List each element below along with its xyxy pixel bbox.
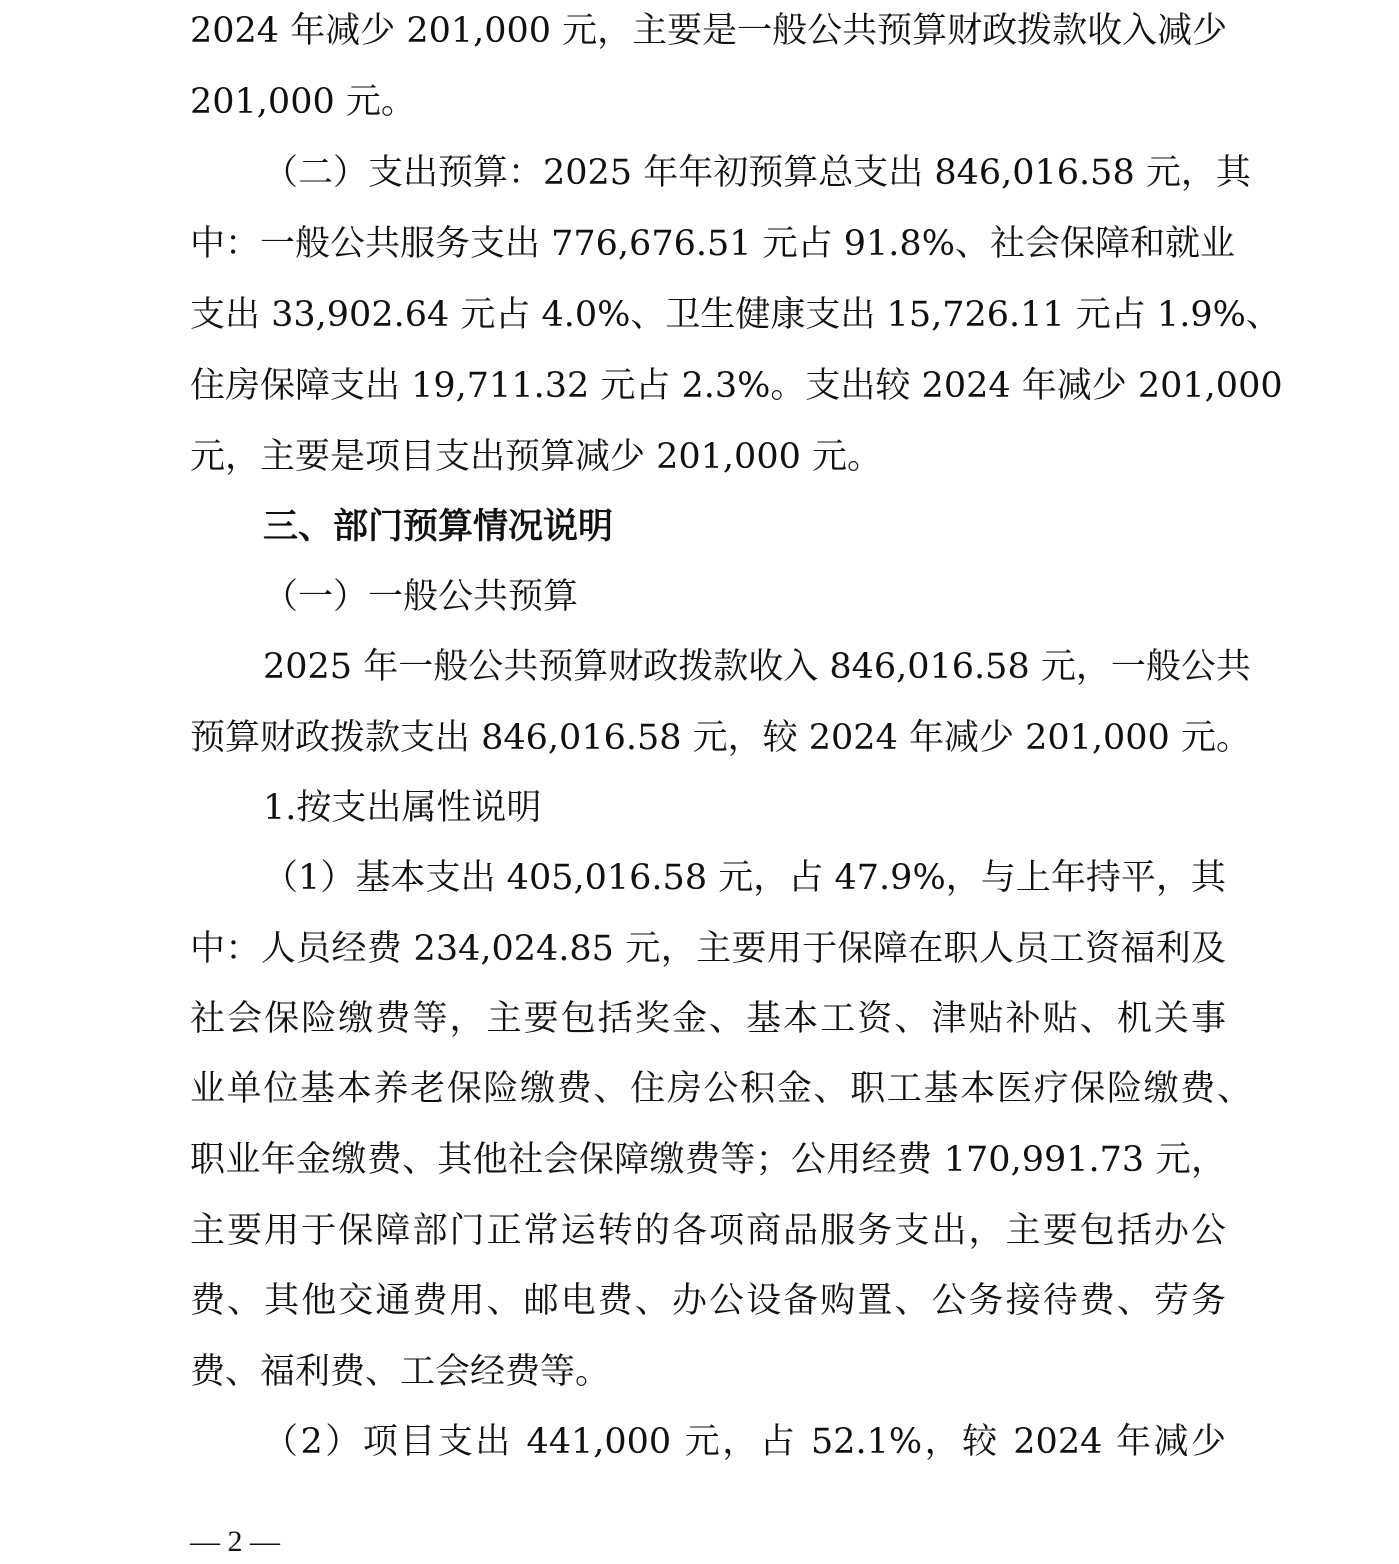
text-line-11: 预算财政拨款支出 846,016.58 元，较 2024 年减少 201,000 元。 — [190, 718, 1251, 758]
text-line-5: 支出 33,902.64 元占 4.0%、卫生健康支出 15,726.11 元占 1.9%、 — [190, 295, 1281, 335]
text-line-10: 2025 年一般公共预算财政拨款收入 846,016.58 元，一般公共 — [263, 647, 1251, 687]
text-line-15: 社会保险缴费等，主要包括奖金、基本工资、津贴补贴、机关事 — [190, 999, 1226, 1039]
section-heading-3: 三、部门预算情况说明 — [263, 507, 614, 547]
text-line-2: 201,000 元。 — [190, 82, 416, 122]
text-line-17: 职业年金缴费、其他社会保障缴费等；公用经费 170,991.73 元， — [190, 1140, 1226, 1180]
text-line-13: （1）基本支出 405,016.58 元，占 47.9%，与上年持平，其 — [263, 858, 1226, 898]
text-line-4: 中：一般公共服务支出 776,676.51 元占 91.8%、社会保障和就业 — [190, 224, 1235, 264]
text-line-6: 住房保障支出 19,711.32 元占 2.3%。支出较 2024 年减少 201,000 — [190, 366, 1283, 406]
item-heading-1: 1.按支出属性说明 — [263, 788, 542, 828]
page-number: — 2 — — [190, 1525, 280, 1558]
text-line-18: 主要用于保障部门正常运转的各项商品服务支出，主要包括办公 — [190, 1211, 1226, 1251]
text-line-16: 业单位基本养老保险缴费、住房公积金、职工基本医疗保险缴费、 — [190, 1069, 1252, 1109]
text-line-3: （二）支出预算：2025 年年初预算总支出 846,016.58 元，其 — [263, 153, 1251, 193]
text-line-21: （2）项目支出 441,000 元，占 52.1%，较 2024 年减少 — [263, 1422, 1226, 1462]
subsection-heading-1: （一）一般公共预算 — [263, 577, 579, 617]
text-line-19: 费、其他交通费用、邮电费、办公设备购置、公务接待费、劳务 — [190, 1281, 1226, 1321]
text-line-7: 元，主要是项目支出预算减少 201,000 元。 — [190, 437, 882, 477]
text-line-1: 2024 年减少 201,000 元，主要是一般公共预算财政拨款收入减少 — [190, 11, 1228, 51]
text-line-14: 中：人员经费 234,024.85 元，主要用于保障在职人员工资福利及 — [190, 929, 1226, 969]
text-line-20: 费、福利费、工会经费等。 — [190, 1352, 611, 1392]
